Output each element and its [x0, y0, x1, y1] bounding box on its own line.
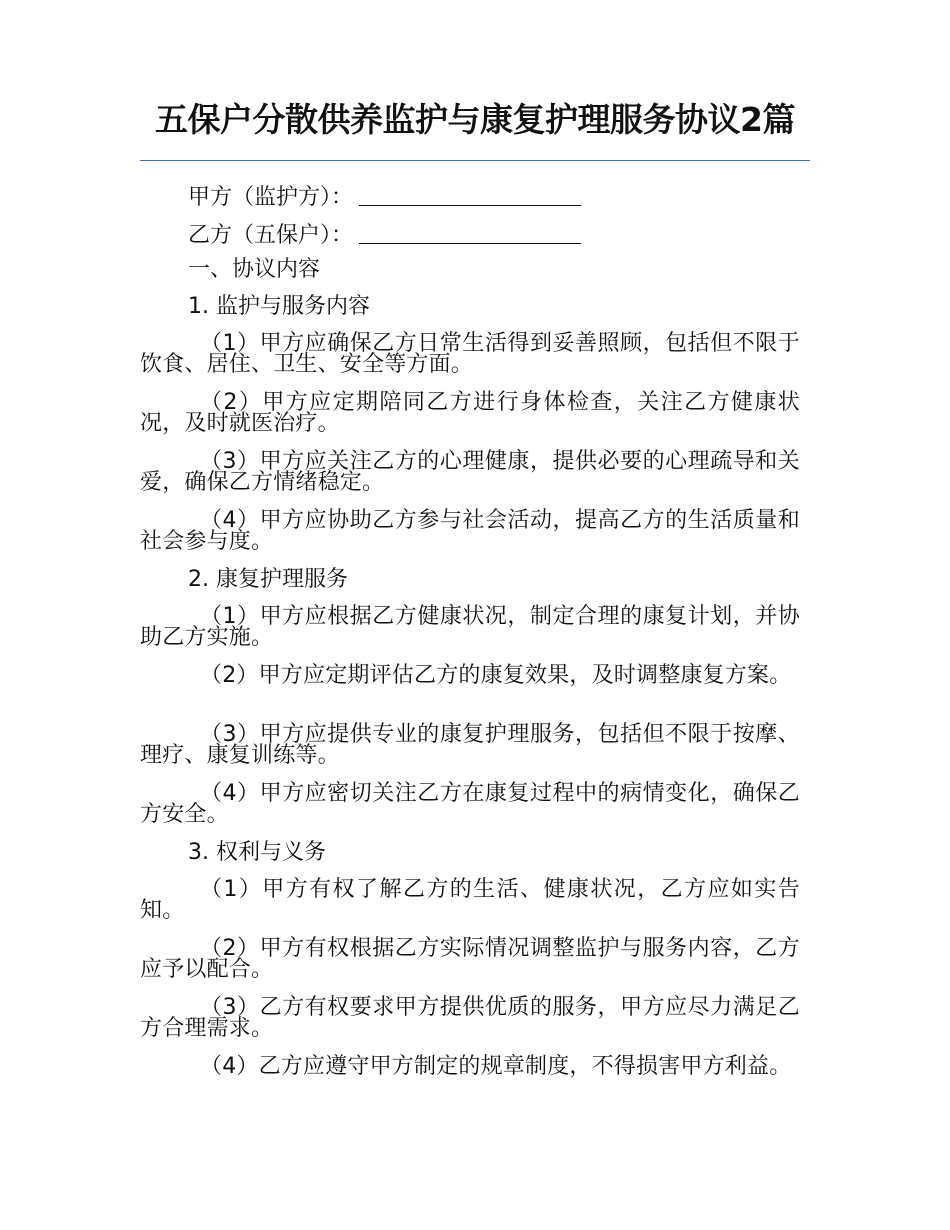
clause-item: （4）甲方应密切关注乙方在康复过程中的病情变化，确保乙方安全。 [140, 781, 800, 827]
section-heading: 一、协议内容 [188, 257, 321, 282]
clause-item: （1）甲方有权了解乙方的生活、健康状况，乙方应如实告知。 [140, 877, 800, 923]
clause-item: （2）甲方应定期评估乙方的康复效果，及时调整康复方案。 [200, 663, 792, 688]
title-divider [140, 160, 810, 161]
subsection-heading: 1. 监护与服务内容 [188, 294, 370, 319]
clause-item: （2）甲方应定期陪同乙方进行身体检查，关注乙方健康状况，及时就医治疗。 [140, 390, 800, 436]
party-a-line [188, 183, 581, 210]
party-b-line [188, 221, 581, 248]
clause-item: （2）甲方有权根据乙方实际情况调整监护与服务内容，乙方应予以配合。 [140, 936, 800, 982]
document-title: 五保户分散供养监护与康复护理服务协议2篇 [155, 100, 795, 139]
party-b-blank[interactable] [359, 221, 581, 244]
subsection-heading: 3. 权利与义务 [188, 840, 326, 865]
party-a-label: 甲方（监护方）： [188, 185, 354, 210]
clause-item: （1）甲方应确保乙方日常生活得到妥善照顾，包括但不限于饮食、居住、卫生、安全等方面。 [140, 331, 800, 377]
clause-item: （4）乙方应遵守甲方制定的规章制度，不得损害甲方利益。 [200, 1054, 792, 1079]
clause-item: （1）甲方应根据乙方健康状况，制定合理的康复计划，并协助乙方实施。 [140, 604, 800, 650]
clause-item: （3）甲方应关注乙方的心理健康，提供必要的心理疏导和关爱，确保乙方情绪稳定。 [140, 449, 800, 495]
subsection-heading: 2. 康复护理服务 [188, 567, 348, 592]
clause-item: （4）甲方应协助乙方参与社会活动，提高乙方的生活质量和社会参与度。 [140, 508, 800, 554]
party-a-blank[interactable] [359, 183, 581, 206]
party-b-label: 乙方（五保户）： [188, 223, 354, 248]
clause-item: （3）乙方有权要求甲方提供优质的服务，甲方应尽力满足乙方合理需求。 [140, 995, 800, 1041]
clause-item: （3）甲方应提供专业的康复护理服务，包括但不限于按摩、理疗、康复训练等。 [140, 722, 800, 768]
